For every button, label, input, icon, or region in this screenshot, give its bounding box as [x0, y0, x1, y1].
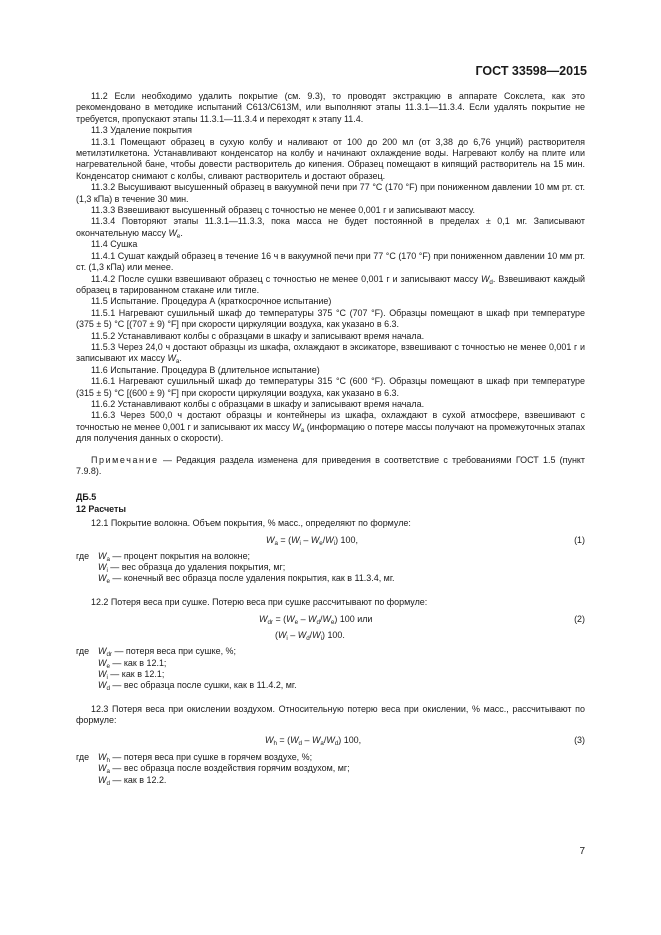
paragraph: 11.3.2 Высушивают высушенный образец в вакуумной печи при 77 °С (170 °F) при пониженном давлении 10 мм рт. ст. (1,3 кПа) в течение 30 мин.: [76, 182, 585, 204]
formula-number: (3): [574, 734, 585, 745]
paragraph: 11.3 Удаление покрытия: [91, 125, 192, 136]
formula-2: $W_{dr} = (W_e - W_d/W_e)$ 100 или (2): [259, 614, 585, 627]
formula-number: (1): [574, 534, 585, 545]
definitions-3: где $W_h$ — потеря веса при сушке в горячем воздухе, %; $W_a$ — вес образца после воздействия горячим воздухом, мг; $W_d$ — как в 12.2.: [76, 751, 350, 787]
paragraph: 12.3 Потеря веса при окислении воздухом. Относительную потерю веса при окислении, % масс., рассчитывают по формуле:: [76, 703, 585, 726]
paragraph: 11.6 Испытание. Процедура В (длительное испытание): [91, 364, 320, 375]
paragraph: 11.6.3 Через 500,0 ч достают образцы и контейнеры из шкафа, охлаждают в сухой атмосфере, взвешивают с точностью не менее 0,001 г и записывают их массу $W_a$ (информацию о потере массы получают на промежуточных этапах для получения данных о скорости).: [76, 410, 585, 444]
paragraph: 11.4 Сушка: [91, 239, 138, 250]
paragraph: 12.1 Покрытие волокна. Объем покрытия, % масс., определяют по формуле:: [91, 518, 411, 529]
note-label: Примечание: [91, 454, 159, 465]
paragraph: 11.5.3 Через 24,0 ч достают образцы из шкафа, охлаждают в эксикаторе, взвешивают с точностью не менее 0,001 г и записывают их массу $W_a$.: [76, 341, 585, 366]
paragraph: 11.4.2 После сушки взвешивают образец с точностью не менее 0,001 г и записывают массу $W_d$. Взвешивают каждый образец в тарированном стакане или тигле.: [76, 273, 586, 295]
page-body: [76, 91, 585, 786]
paragraph: 11.5.2 Устанавливают колбы с образцами в шкафу и записывают время начала.: [91, 330, 425, 341]
paragraph: 11.5 Испытание. Процедура А (краткосрочное испытание): [91, 296, 332, 307]
paragraph: 11.4.1 Сушат каждый образец в течение 16 ч в вакуумной печи при 77 °С (170 °F) при пониженном давлении 10 мм рт. ст. (1,3 кПа) или менее.: [76, 250, 585, 273]
paragraph: 11.3.1 Помещают образец в сухую колбу и наливают от 100 до 200 мл (от 3,38 до 6,76 унций) растворителя метилэтилкетона. Устанавливают конденсатор на колбу и начинают охлаждение воды. Нагревают колбу на плите или нагревательной бане, чтобы довести растворитель до кипения. Образец помещают в кипящий растворитель на 15 мин. Конденсатор снимают с колбы, сливают растворитель и достают образец.: [76, 136, 585, 181]
paragraph: 11.6.1 Нагревают сушильный шкаф до температуры 315 °С (600 °F). Образцы помещают в шкаф при температуре (315 ± 5) °С [(600 ± 9) °F] при скорости циркуляции воздуха, как указано в 6.3.: [76, 376, 585, 398]
definitions-1: где $W_a$ — процент покрытия на волокне; $W_i$ — вес образца до удаления покрытия, мг; $W_e$ — конечный вес образца после удаления покрытия, как в 11.3.4, мг.: [76, 550, 395, 586]
note: Примечание — Редакция раздела изменена для приведения в соответствие с требованиями ГОСТ 1.5 (пункт 7.9.8).: [76, 454, 585, 476]
definitions-2: где $W_{dr}$ — потеря веса при сушке, %; $W_e$ — как в 12.1; $W_i$ — как в 12.1; $W_d$ — вес образца после сушки, как в 11.4.2, мг.: [76, 646, 297, 693]
paragraph: 11.2 Если необходимо удалить покрытие (см. 9.3), то проводят экстракцию в аппарате Сокслета, как это рекомендовано в методике испытаний С613/С613М, или выполняют этапы 11.3.1—11.3.4. Если удалять покрытие не требуется, пропускают этапы 11.3.1—11.3.4 и переходят к этапу 11.4.: [76, 91, 585, 124]
paragraph: 11.3.3 Взвешивают высушенный образец с точностью не менее 0,001 г и записывают массу.: [91, 205, 475, 216]
section-title: 12 Расчеты: [76, 503, 127, 514]
paragraph: 11.3.4 Повторяют этапы 11.3.1—11.3.3, пока масса не будет постоянной в пределах ± 0,1 мг. Записывают окончательную массу $W_e$.: [76, 216, 585, 240]
document-number: ГОСТ 33598—2015: [475, 64, 587, 78]
note-text: Редакция раздела изменена для приведения в соответствие с требованиями ГОСТ 1.5 (пункт 7.9.8).: [76, 454, 585, 476]
formula-2-alt: $(W_i - W_d/W_i)$ 100.: [275, 630, 345, 643]
formula-1: $W_a = (W_i - W_e/W_i)$ 100, (1): [266, 534, 585, 547]
paragraph: 11.6.2 Устанавливают колбы с образцами в шкафу и записывают время начала.: [91, 398, 425, 409]
paragraph: 11.5.1 Нагревают сушильный шкаф до температуры 375 °С (707 °F). Образцы помещают в шкаф при температуре (375 ± 5) °С [(707 ± 9) °F] при скорости циркуляции воздуха, как указано в 6.3.: [76, 307, 585, 330]
page-number: 7: [579, 846, 585, 857]
formula-3: $W_h = (W_d - W_a/W_d)$ 100, (3): [265, 734, 585, 747]
section-code: ДБ.5: [76, 492, 97, 503]
formula-number: (2): [574, 614, 585, 625]
paragraph: 12.2 Потеря веса при сушке. Потерю веса при сушке рассчитывают по формуле:: [91, 596, 428, 607]
section-heading: [76, 492, 585, 515]
